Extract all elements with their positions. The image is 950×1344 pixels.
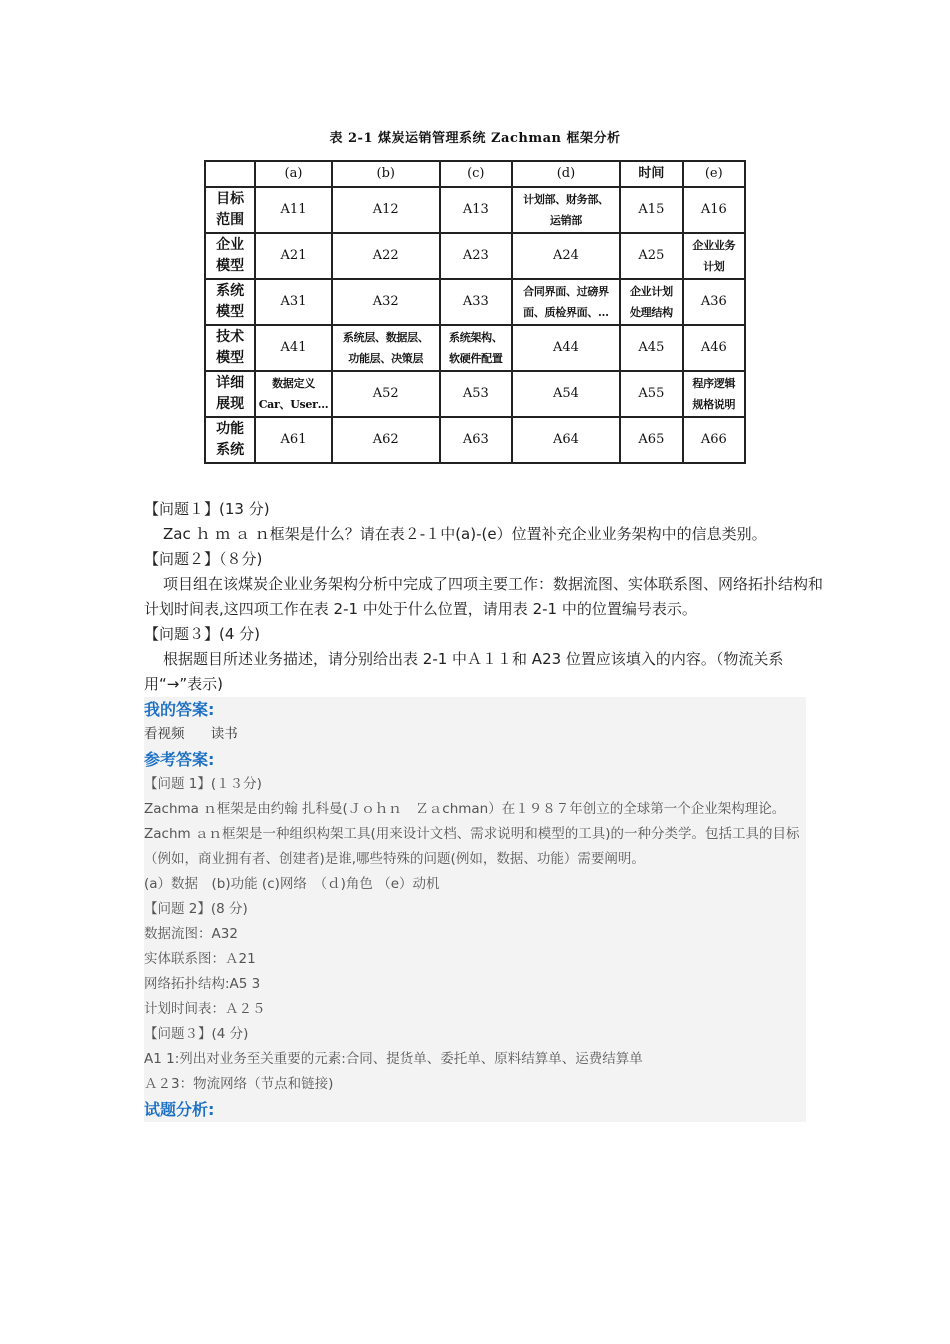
my-answer-option-read[interactable]: 读书 [210, 726, 238, 742]
row-header-line: 范围 [216, 212, 245, 228]
cell-line: 合同界面、过磅界 [523, 285, 609, 298]
table-cell [255, 279, 331, 325]
header-cell-d: (d) [512, 161, 620, 187]
question-2-text: 项目组在该煤炭企业业务架构分析中完成了四项主要工作：数据流图、实体联系图、网络拓扑结构和计划时间表,这四项工作在表 2-1 中处于什么位置，请用表 2-1 中的位置编号表示。 [144, 575, 824, 618]
question-3-text: 根据题目所述业务描述，请分别给出表 2-1 中Ａ１１和 A23 位置应该填入的内容。（物流关系用“→”表示) [144, 650, 784, 693]
reference-answer-line: Ａ２3：物流网络（节点和链接) [144, 1076, 334, 1092]
row-header-line: 模型 [216, 258, 245, 274]
table-cell [255, 187, 331, 233]
cell-line: 规格说明 [692, 398, 736, 411]
cell-line: A23 [462, 248, 489, 263]
table-cell [683, 279, 745, 325]
table-caption: 表 2-1 煤炭运销管理系统 Zachman 框架分析 [329, 131, 621, 146]
cell-line: 企业业务 [692, 239, 736, 252]
my-answer-label: 我的答案: [144, 700, 215, 719]
table-cell [683, 187, 745, 233]
table-cell [620, 325, 682, 371]
header-cell-a: (a) [255, 161, 331, 187]
row-header-cell [205, 417, 255, 463]
table-cell [620, 371, 682, 417]
cell-line: A21 [280, 248, 307, 263]
cell-line: A12 [372, 202, 399, 217]
row-header-cell [205, 187, 255, 233]
row-header-line: 企业 [216, 237, 245, 253]
my-answer-option-video[interactable]: 看视频 [144, 726, 185, 742]
cell-line: A46 [700, 340, 727, 355]
cell-line: A55 [638, 386, 665, 401]
table-cell [332, 187, 440, 233]
cell-line: A24 [553, 248, 579, 263]
table-cell [512, 417, 620, 463]
cell-line: A25 [638, 248, 665, 263]
question-2-title: 【问题２】（８分) [144, 550, 263, 568]
zachman-figure [200, 128, 750, 458]
cell-line: A31 [280, 294, 307, 309]
cell-line: A62 [372, 432, 399, 447]
row-header-line: 系统 [216, 283, 245, 299]
table-cell [620, 187, 682, 233]
cell-line: A64 [553, 432, 579, 447]
zachman-table [204, 160, 746, 464]
my-answer-options [144, 722, 806, 747]
cell-line: 运销部 [549, 214, 583, 227]
reference-answer-line: 【问题 2】(8 分) [144, 901, 248, 917]
cell-line: 功能层、决策层 [348, 352, 424, 365]
reference-answer-line: 【问题 1】(１３分) [144, 776, 262, 792]
question-3-title: 【问题３】(4 分) [144, 625, 261, 643]
table-cell [440, 233, 512, 279]
row-header-line: 目标 [216, 191, 245, 207]
table-cell [255, 233, 331, 279]
row-header-cell [205, 279, 255, 325]
table-cell [440, 279, 512, 325]
cell-line: A44 [553, 340, 579, 355]
table-row [205, 417, 745, 463]
table-cell [512, 233, 620, 279]
cell-line: A15 [638, 202, 665, 217]
table-cell [683, 233, 745, 279]
cell-line: 程序逻辑 [692, 377, 736, 390]
table-cell [512, 279, 620, 325]
table-cell [620, 417, 682, 463]
table-cell [332, 371, 440, 417]
table-header-row [205, 161, 745, 187]
table-row [205, 371, 745, 417]
row-header-line: 详细 [216, 375, 245, 391]
cell-line: Car、User… [258, 398, 329, 411]
cell-line: A41 [280, 340, 307, 355]
cell-line: 软硬件配置 [449, 352, 503, 365]
table-cell [255, 325, 331, 371]
cell-line: A13 [462, 202, 489, 217]
cell-line: A52 [372, 386, 399, 401]
cell-line: 数据定义 [272, 377, 315, 390]
reference-answer-body [144, 772, 806, 1097]
table-cell [332, 325, 440, 371]
reference-answer-line: 实体联系图：Ａ21 [144, 951, 256, 967]
cell-line: 系统架构、 [449, 331, 503, 344]
row-header-line: 功能 [216, 421, 245, 437]
table-cell [440, 371, 512, 417]
table-cell [255, 371, 331, 417]
cell-line: A65 [638, 432, 665, 447]
row-header-cell [205, 371, 255, 417]
cell-line: A33 [462, 294, 489, 309]
reference-answer-line: 网络拓扑结构:A5 3 [144, 976, 261, 992]
table-cell [255, 417, 331, 463]
cell-line: 系统层、数据层、 [342, 331, 429, 344]
row-header-cell [205, 233, 255, 279]
cell-line: A54 [553, 386, 579, 401]
cell-line: A22 [372, 248, 399, 263]
reference-answer-label: 参考答案: [144, 750, 215, 769]
table-cell [512, 187, 620, 233]
cell-line: A45 [638, 340, 665, 355]
cell-line: 计划部、财务部、 [523, 193, 609, 206]
question-content [144, 497, 824, 1122]
cell-line: A53 [462, 386, 489, 401]
table-cell [620, 279, 682, 325]
table-cell [683, 325, 745, 371]
cell-line: 计划 [703, 260, 725, 273]
cell-line: A63 [462, 432, 489, 447]
table-cell [620, 233, 682, 279]
cell-line: A16 [700, 202, 727, 217]
row-header-line: 技术 [216, 329, 245, 345]
table-cell [683, 417, 745, 463]
table-row [205, 325, 745, 371]
reference-answer-line: 数据流图：A32 [144, 926, 238, 942]
cell-line: A11 [280, 202, 307, 217]
table-row [205, 187, 745, 233]
table-row [205, 279, 745, 325]
cell-line: A36 [700, 294, 727, 309]
table-cell [512, 371, 620, 417]
row-header-line: 系统 [216, 442, 245, 458]
row-header-cell [205, 325, 255, 371]
cell-line: A32 [372, 294, 399, 309]
cell-line: A66 [700, 432, 727, 447]
reference-answer-line: Zachm ａｎ框架是一种组织构架工具(用来设计文档、需求说明和模型的工具)的一种分类学。包括工具的目标（例如，商业拥有者、创建者)是谁,哪些特殊的问题(例如，数据、功能）需要阐明。 [144, 826, 800, 867]
reference-answer-line: Zachma ｎ框架是由约翰 扎科曼(Ｊｏｈｎ Ｚａchman）在１９８７年创立的全球第一个企业架构理论。 [144, 801, 786, 817]
row-header-line: 模型 [216, 304, 245, 320]
row-header-line: 展现 [216, 396, 245, 412]
cell-line: 处理结构 [629, 306, 673, 319]
row-header-line: 模型 [216, 350, 245, 366]
question-1-text: Zac ｈ ｍ ａ ｎ框架是什么？请在表２-１中(a)-(e）位置补充企业业务架构中的信息类别。 [163, 525, 767, 543]
table-cell [440, 187, 512, 233]
answer-panel [144, 697, 806, 1122]
header-cell-c: (c) [440, 161, 512, 187]
table-cell [683, 371, 745, 417]
table-row [205, 233, 745, 279]
cell-line: 面、质检界面、… [523, 306, 609, 319]
reference-answer-line: 计划时间表：Ａ２５ [144, 1001, 266, 1017]
table-cell [332, 233, 440, 279]
header-cell-time: 时间 [620, 161, 682, 187]
table-cell [440, 325, 512, 371]
table-cell [332, 279, 440, 325]
reference-answer-line: 【问题３】(4 分) [144, 1026, 249, 1042]
table-cell [332, 417, 440, 463]
table-cell [440, 417, 512, 463]
cell-line: 企业计划 [629, 285, 673, 298]
table-cell [512, 325, 620, 371]
cell-line: A61 [280, 432, 307, 447]
header-cell-e: (e) [683, 161, 745, 187]
analysis-label: 试题分析: [144, 1100, 215, 1119]
question-1-title: 【问题１】(13 分) [144, 500, 270, 518]
reference-answer-line: A1 1:列出对业务至关重要的元素:合同、提货单、委托单、原料结算单、运费结算单 [144, 1051, 643, 1067]
header-cell-b: (b) [332, 161, 440, 187]
reference-answer-line: (a）数据 (b)功能 (c)网络 （ｄ)角色 （e）动机 [144, 876, 440, 892]
header-cell-corner [205, 161, 255, 187]
